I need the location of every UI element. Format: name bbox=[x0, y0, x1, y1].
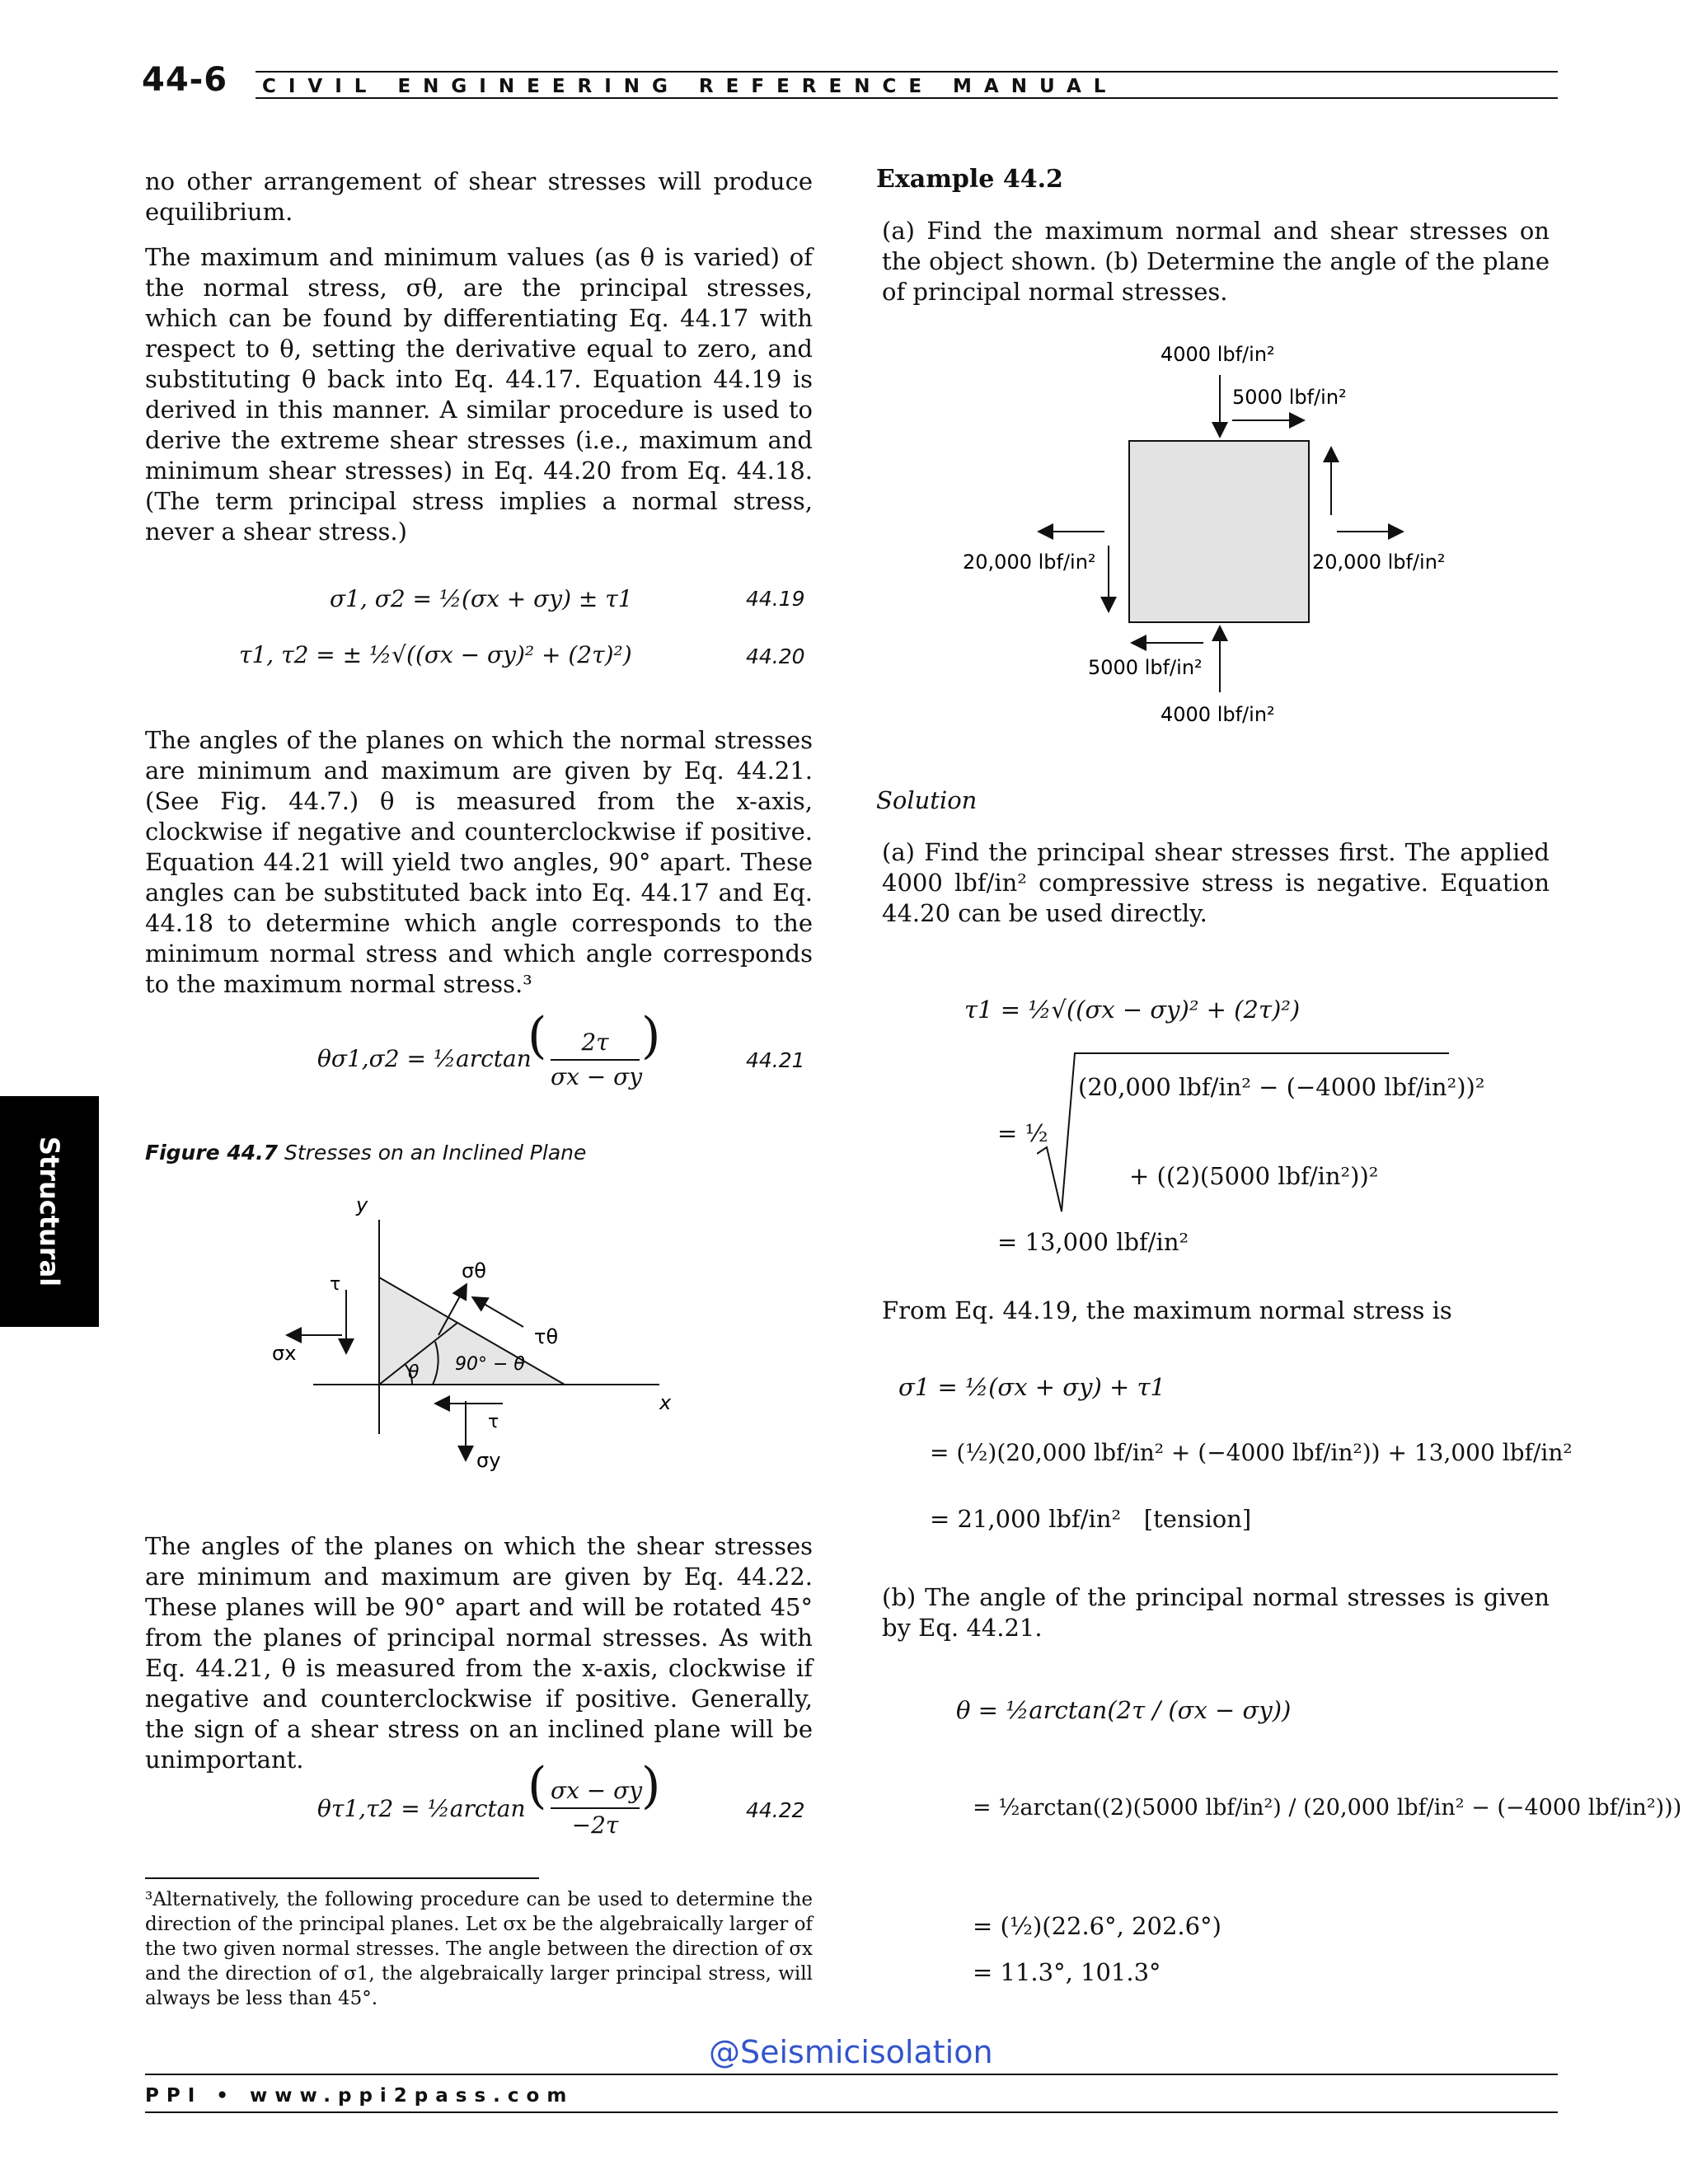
left-column bbox=[145, 166, 813, 227]
equation-44-22-fraction-bar bbox=[551, 1807, 640, 1809]
theta-substitution: = ½arctan((2)(5000 lbf/in²) / (20,000 lbf/in² − (−4000 lbf/in²))) bbox=[973, 1795, 1682, 1821]
sigma1-result bbox=[930, 1505, 1251, 1533]
watermark: @Seismicisolation bbox=[709, 2034, 993, 2070]
figure-label: Figure 44.7 bbox=[145, 1141, 279, 1165]
tau-theta-arrow bbox=[474, 1298, 523, 1327]
footnote: ³Alternatively, the following procedure can be used to determine the direction of the principal planes. Let σx be the algebraically larger of the two given normal stresses. The angle between the direction of σx and the direction of σ1, the algebraically larger principal stress, will always be less than 45°. bbox=[145, 1889, 813, 2009]
section-tab bbox=[0, 1096, 99, 1327]
footer-rule-top bbox=[145, 2074, 1558, 2075]
bottom-normal-label: 4000 lbf/in² bbox=[1160, 703, 1275, 726]
page-number: 44-6 bbox=[142, 61, 228, 99]
tau-theta-label: τθ bbox=[534, 1325, 559, 1348]
equation-44-21-denominator: σx − σy bbox=[551, 1063, 643, 1090]
left-normal-label: 20,000 lbf/in² bbox=[963, 551, 1096, 574]
example-title: Example 44.2 bbox=[876, 165, 1063, 194]
paragraph-3: The angles of the planes on which the normal stresses are minimum and maximum are given by Eq. 44.21. (See Fig. 44.7.) θ is measured from the x-axis, clockwise if negative and counterclockwise if positive. Equation 44.21 will yield two angles, 90° apart. These angles can be substituted back into Eq. 44.17 and Eq. 44.18 to determine which angle corresponds to the minimum normal stress and which angle corresponds to the maximum normal stress.³ bbox=[145, 726, 813, 998]
equation-44-21-lhs: θσ1,σ2 = ½arctan bbox=[317, 1045, 532, 1072]
figure-44-7-caption bbox=[145, 1141, 586, 1165]
solution-label: Solution bbox=[876, 786, 978, 814]
equation-44-22-lhs: θτ1,τ2 = ½arctan bbox=[317, 1795, 526, 1822]
footer-text: PPI • www.ppi2pass.com bbox=[145, 2085, 574, 2107]
equation-number-44-19: 44.19 bbox=[746, 587, 805, 611]
equation-44-22-denominator: −2τ bbox=[571, 1811, 619, 1839]
top-shear-label: 5000 lbf/in² bbox=[1232, 386, 1347, 409]
sigma1-equation: σ1 = ½(σx + σy) + τ1 bbox=[898, 1373, 1166, 1401]
equation-number-44-21: 44.21 bbox=[746, 1048, 805, 1072]
sigma-theta-label: σθ bbox=[462, 1259, 486, 1282]
theta-result-1: = (½)(22.6°, 202.6°) bbox=[973, 1912, 1221, 1940]
solution-b-text: (b) The angle of the principal normal stresses is given by Eq. 44.21. bbox=[882, 1583, 1550, 1642]
equation-44-21-fraction-bar bbox=[551, 1059, 640, 1061]
paragraph-1: no other arrangement of shear stresses will produce equilibrium. bbox=[145, 167, 813, 226]
tau1-equation: τ1 = ½√((σx − σy)² + (2τ)²) bbox=[964, 996, 1301, 1024]
figure-caption-text: Stresses on an Inclined Plane bbox=[284, 1141, 587, 1165]
paragraph-2: The maximum and minimum values (as θ is varied) of the normal stress, σθ, are the principal stresses, which can be found by differentiating Eq. 44.17 with respect to θ, setting the derivative equal to zero, and substituting θ back into Eq. 44.17. Equation 44.19 is derived in this manner. A similar procedure is used to derive the extreme shear stresses (i.e., maximum and minimum shear stresses) in Eq. 44.20 from Eq. 44.18. (The term principal stress implies a normal stress, never a shear stress.) bbox=[145, 243, 813, 546]
top-normal-label: 4000 lbf/in² bbox=[1160, 343, 1275, 366]
sigma1-result-value: = 21,000 lbf/in² bbox=[930, 1505, 1122, 1533]
tau1-equals-half: = ½ bbox=[997, 1119, 1048, 1147]
equation-44-22-paren-left: ( bbox=[528, 1757, 547, 1815]
theta-result-2: = 11.3°, 101.3° bbox=[973, 1958, 1161, 1986]
bottom-shear-label: 5000 lbf/in² bbox=[1088, 656, 1203, 679]
y-axis-label: y bbox=[356, 1193, 368, 1216]
tau1-result: = 13,000 lbf/in² bbox=[997, 1228, 1189, 1256]
footnote-rule bbox=[145, 1877, 539, 1879]
equation-44-22-paren-right: ) bbox=[641, 1757, 661, 1815]
x-axis-label: x bbox=[659, 1391, 672, 1414]
from-eq-text: From Eq. 44.19, the maximum normal stress is bbox=[882, 1296, 1452, 1324]
equation-44-19: σ1, σ2 = ½(σx + σy) ± τ1 bbox=[330, 585, 633, 612]
inclined-plane-figure bbox=[264, 1187, 692, 1500]
footer-rule-bottom bbox=[145, 2111, 1558, 2113]
running-title: CIVIL ENGINEERING REFERENCE MANUAL bbox=[262, 76, 1118, 97]
theta-label: θ bbox=[408, 1362, 420, 1383]
equation-44-20: τ1, τ2 = ± ½√((σx − σy)² + (2τ)²) bbox=[239, 641, 632, 668]
ninety-minus-theta-label: 90° − θ bbox=[455, 1354, 525, 1375]
stress-element-diagram bbox=[956, 330, 1467, 742]
sigma-y-label: σy bbox=[476, 1449, 501, 1472]
tau1-substitution-line-1: (20,000 lbf/in² − (−4000 lbf/in²))² bbox=[1078, 1073, 1485, 1101]
section-tab-label: Structural bbox=[34, 1136, 65, 1287]
sigma1-result-note: [tension] bbox=[1143, 1505, 1252, 1533]
sigma1-substitution: = (½)(20,000 lbf/in² + (−4000 lbf/in²)) + 13,000 lbf/in² bbox=[930, 1439, 1573, 1466]
theta-equation: θ = ½arctan(2τ / (σx − σy)) bbox=[956, 1696, 1292, 1724]
equation-44-21-numerator: 2τ bbox=[581, 1029, 609, 1056]
paragraph-4: The angles of the planes on which the shear stresses are minimum and maximum are given by Eq. 44.22. These planes will be 90° apart and will be rotated 45° from the planes of principal normal stresses. As with Eq. 44.21, θ is measured from the x-axis, clockwise if negative and counterclockwise if positive. Generally, the sign of a shear stress on an inclined plane will be unimportant. bbox=[145, 1532, 813, 1774]
equation-number-44-20: 44.20 bbox=[746, 644, 805, 668]
tau-left-label: τ bbox=[330, 1274, 341, 1295]
stress-element-square bbox=[1129, 441, 1309, 622]
equation-44-21-paren-left: ( bbox=[528, 1007, 547, 1065]
header-rule-top bbox=[256, 71, 1558, 73]
equation-44-21-paren-right: ) bbox=[641, 1007, 661, 1065]
equation-number-44-22: 44.22 bbox=[746, 1798, 805, 1822]
solution-a-text: (a) Find the principal shear stresses first. The applied 4000 lbf/in² compressive stress is negative. Equation 44.20 can be used directly. bbox=[882, 838, 1550, 927]
equation-44-22-numerator: σx − σy bbox=[551, 1777, 643, 1804]
tau1-substitution-line-2: + ((2)(5000 lbf/in²))² bbox=[1129, 1162, 1379, 1190]
sigma-x-label: σx bbox=[272, 1342, 297, 1365]
header-rule-bottom bbox=[256, 97, 1558, 99]
right-normal-label: 20,000 lbf/in² bbox=[1312, 551, 1446, 574]
example-statement: (a) Find the maximum normal and shear stresses on the object shown. (b) Determine the angle of the plane of principal normal stresses. bbox=[882, 217, 1550, 306]
tau-bottom-label: τ bbox=[488, 1412, 499, 1432]
